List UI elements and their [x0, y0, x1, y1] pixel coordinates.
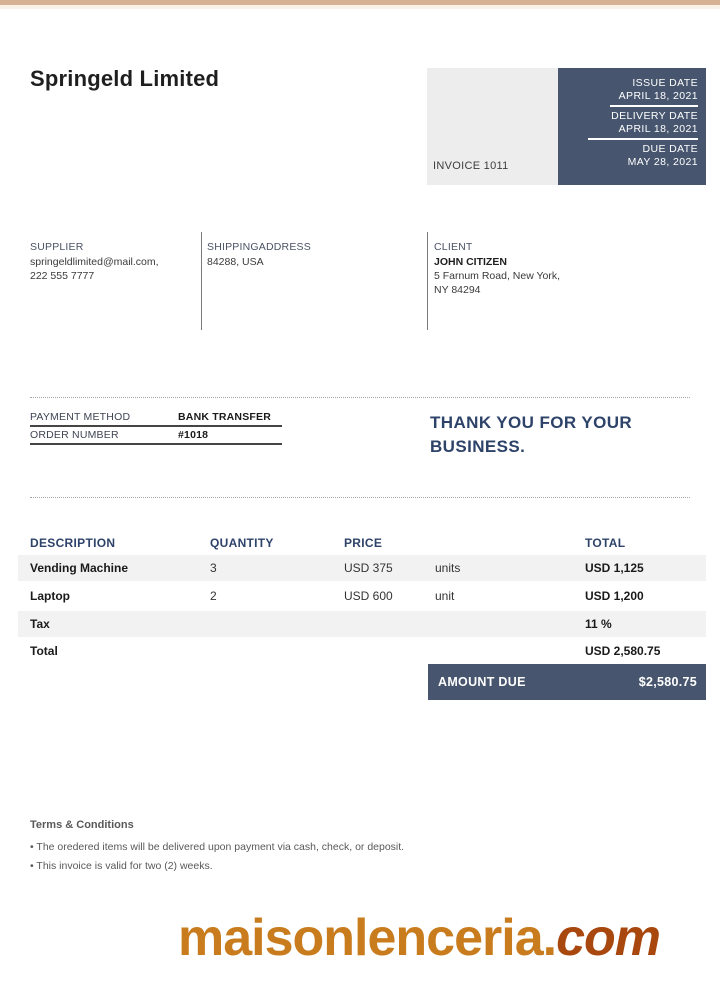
- shipping-label: SHIPPINGADDRESS: [207, 241, 311, 253]
- due-date-value: MAY 28, 2021: [627, 156, 698, 168]
- shipping-block: [207, 240, 417, 269]
- order-number-value: #1018: [178, 429, 209, 441]
- item-price: USD 375: [344, 561, 393, 575]
- delivery-date-group: [564, 110, 698, 140]
- payment-info-table: [30, 409, 282, 445]
- terms-section: [30, 819, 650, 876]
- party-divider: [201, 232, 202, 330]
- party-divider: [427, 232, 428, 330]
- supplier-email: springeldlimited@mail.com,: [30, 256, 159, 268]
- table-row: [18, 639, 706, 663]
- item-quantity: 2: [210, 589, 217, 603]
- table-row: [18, 611, 706, 637]
- client-name: JOHN CITIZEN: [434, 256, 507, 268]
- item-unit: units: [435, 561, 461, 575]
- delivery-date-value: APRIL 18, 2021: [618, 123, 698, 135]
- item-price: USD 600: [344, 589, 393, 603]
- table-row: [18, 583, 706, 609]
- amount-due-label: AMOUNT DUE: [438, 675, 526, 689]
- item-description: Vending Machine: [30, 561, 129, 575]
- amount-due-value: $2,580.75: [638, 675, 697, 689]
- client-address-line2: NY 84294: [434, 284, 481, 296]
- client-label: CLIENT: [434, 241, 473, 253]
- header-price: PRICE: [344, 536, 383, 550]
- header-description: DESCRIPTION: [30, 536, 116, 550]
- top-accent-bar-soft: [0, 5, 720, 9]
- invoice-number: INVOICE 1011: [433, 160, 509, 172]
- total-label: Total: [30, 644, 58, 658]
- item-total: USD 1,200: [585, 589, 644, 603]
- watermark: [178, 908, 660, 968]
- issue-date-value: APRIL 18, 2021: [618, 90, 698, 102]
- date-divider: [588, 138, 698, 140]
- amount-due-bar: [428, 664, 706, 700]
- payment-method-row: [30, 409, 282, 427]
- watermark-suffix: com: [556, 909, 660, 967]
- supplier-label: SUPPLIER: [30, 241, 84, 253]
- total-value: USD 2,580.75: [585, 644, 661, 658]
- issue-date-group: [564, 77, 698, 107]
- order-number-row: [30, 427, 282, 445]
- header-quantity: QUANTITY: [210, 536, 274, 550]
- date-divider: [610, 105, 698, 107]
- dotted-separator-bottom: [30, 497, 690, 498]
- thank-you-message: THANK YOU FOR YOUR BUSINESS.: [430, 413, 633, 456]
- delivery-date-label: DELIVERY DATE: [611, 110, 698, 122]
- item-total: USD 1,125: [585, 561, 644, 575]
- invoice-dates-box: [558, 68, 706, 185]
- shipping-address: 84288, USA: [207, 256, 264, 268]
- tax-label: Tax: [30, 617, 50, 631]
- terms-item: • The oredered items will be delivered upon payment via cash, check, or deposit.: [30, 841, 405, 853]
- company-name: Springeld Limited: [30, 66, 220, 91]
- header-total: TOTAL: [585, 536, 626, 550]
- invoice-number-box: [427, 68, 558, 185]
- supplier-block: [30, 240, 195, 283]
- order-number-label: ORDER NUMBER: [30, 429, 119, 441]
- parties-section: [0, 232, 720, 342]
- item-description: Laptop: [30, 589, 70, 603]
- client-block: [434, 240, 654, 297]
- terms-item: • This invoice is valid for two (2) weeks.: [30, 860, 213, 872]
- watermark-main: maisonlenceria.: [178, 909, 557, 967]
- due-date-label: DUE DATE: [642, 143, 698, 155]
- invoice-header-boxes: [427, 68, 706, 185]
- item-quantity: 3: [210, 561, 217, 575]
- supplier-phone: 222 555 7777: [30, 270, 95, 282]
- payment-method-label: PAYMENT METHOD: [30, 411, 131, 423]
- table-row: [18, 555, 706, 581]
- issue-date-label: ISSUE DATE: [632, 77, 698, 89]
- dotted-separator-top: [30, 397, 690, 398]
- tax-value: 11 %: [585, 617, 612, 631]
- client-address-line1: 5 Farnum Road, New York,: [434, 270, 561, 282]
- items-table-header: [18, 532, 706, 554]
- item-unit: unit: [435, 589, 455, 603]
- payment-method-value: BANK TRANSFER: [178, 411, 272, 423]
- due-date-group: [564, 143, 698, 169]
- terms-heading: Terms & Conditions: [30, 819, 134, 831]
